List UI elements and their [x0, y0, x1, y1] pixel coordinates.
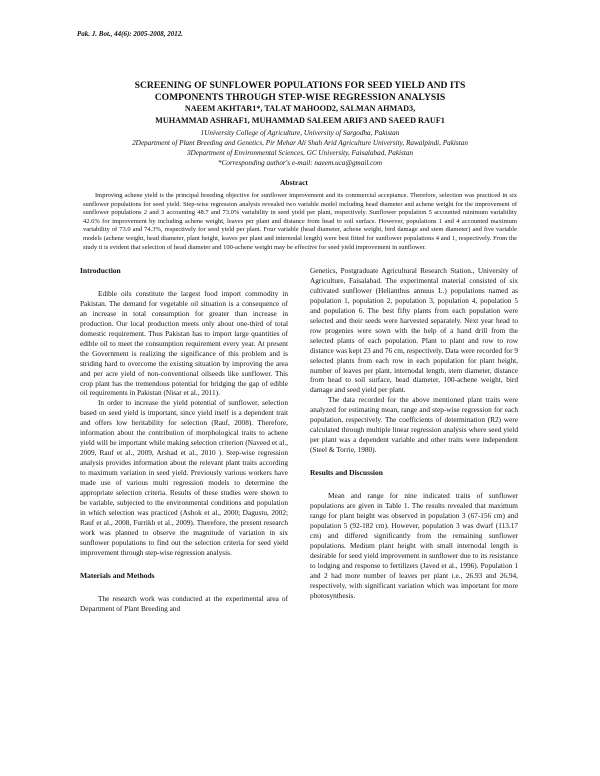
- abstract-heading: Abstract: [280, 178, 308, 187]
- left-column: [80, 266, 288, 614]
- paper-title: [90, 80, 510, 104]
- results-paragraph-1: Mean and range for nine indicated traits of sunflower populations are given in Table 1. The results revealed that maximum range for plant height was observed in population 3 (67-156 cm) and population 5 (92-182 cm). However, population 3 was dwarf (113.17 cm) and differed significantly from the remaining sunflower populations. Medium plant height with small internodal length is desirable for seed yield improvement in sunflower due to its resistance to lodging and response to fertilizers (Javed et al., 1996). Population 1 and 2 had more number of leaves per plant i.e., 26.93 and 26.94, respectively, with significant variation which was important for more photosynthesis.: [310, 491, 518, 600]
- authors-line-2: MUHAMMAD ASHRAF1, MUHAMMAD SALEEM ARIF3 AND SAEED RAUF1: [155, 116, 445, 125]
- author-list: [85, 103, 515, 127]
- corresponding-author: *Corresponding author's e-mail: naeem.uca@gmail.com: [217, 159, 383, 167]
- affiliations: [70, 128, 530, 168]
- methods-paragraph-1-start: The research work was conducted at the experimental area of Department of Plant Breeding and: [80, 593, 288, 613]
- affiliation-3: 3Department of Environmental Sciences, GC University, Faisalabad, Pakistan: [186, 149, 414, 157]
- journal-reference: Pak. J. Bot., 44(6): 2005-2008, 2012.: [77, 30, 183, 38]
- title-line-2: COMPONENTS THROUGH STEP-WISE REGRESSION ANALYSIS: [154, 92, 446, 103]
- methods-paragraph-1-cont: Genetics, Postgraduate Agricultural Research Station., University of Agriculture, Faisalabad. The experimental material consisted of six cultivated sunflower (Helianthus annuus L.) populations named as population 1, population 2, population 3, population 4, population 5 and population 6. The best fifty plants from each population were selected and their seeds were harvested separately. Next year head to row progenies were sown with the help of a hand drill from the selected plants of each population. Plant to plant and row to row distance was kept 23 and 76 cm, respectively. Data were recorded for 9 selected plants from each row in each population for plant height, number of leaves per plant, internodal length, stem diameter, distance from head to soil surface, head diameter, 100-achene weight, bird damage and seed yield per plant.: [310, 266, 518, 395]
- authors-line-1: NAEEM AKHTAR1*, TALAT MAHOOD2, SALMAN AHMAD3,: [184, 104, 416, 113]
- introduction-paragraph-1: Edible oils constitute the largest food import commodity in Pakistan. The demand for vegetable oil situation is a consequence of an increase in total consumption for greater than increase in production. Our local production meets only about one-third of total domestic requirement. Thus Pakistan has to import large quantities of edible oil to meet the consumption requirement every year. At present the Government is realizing the significance of this problem and is striding hard to overcome the existing situation by improving the area and per acre yield of non-conventional oilseeds like sunflower. This crop plant has the tremendous potential for bridging the gap of edible oil requirements in Pakistan (Nisar et al., 2011).: [80, 288, 288, 398]
- affiliation-2: 2Department of Plant Breeding and Genetics, Pir Mehar Ali Shah Arid Agriculture University, Rawalpindi, Pakistan: [132, 139, 468, 147]
- introduction-heading: Introduction: [80, 266, 121, 275]
- results-heading: Results and Discussion: [310, 468, 383, 478]
- title-line-1: SCREENING OF SUNFLOWER POPULATIONS FOR SEED YIELD AND ITS: [134, 80, 466, 91]
- methods-heading: Materials and Methods: [80, 570, 155, 580]
- right-column: [310, 266, 518, 601]
- methods-paragraph-2: The data recorded for the above mentioned plant traits were analyzed for estimating mean, range and step-wise regression for each population, respectively. The coefficients of determination (R2) were calculated through multiple linear regression analysis where seed yield per plant was a dependent variable and other traits were independent (Steel & Torrie, 1980).: [310, 395, 518, 455]
- introduction-paragraph-2: In order to increase the yield potential of sunflower, selection based on seed yield is important, since yield itself is a dependent trait and offers low heritability for selection (Rauf, 2008). Therefore, information about the contribution of morphological traits to achene yield will be important while making selection criterion (Naveed et al., 2009, Rauf et al., 2009, Arshad et al., 2010 ). Step-wise regression analysis provides information about the relevant plant traits according to maximum variation in seed yield. Previously various workers have made use of various multi regression models to determine the appropriate selection criteria. Results of these studies were shown to be variable, subjected to the environmental conditions and population in which selection was practiced (Ashok et al., 2000; Dagustu, 2002; Rauf et al., 2008, Furrikh et al., 2009). Therefore, the present research work was planned to observe the magnitude of variation in six sunflower populations to find out the selection criteria for seed yield improvement through step-wise regression analysis.: [80, 398, 288, 557]
- abstract-text: Improving achene yield is the principal breeding objective for sunflower improvement and its commercial acceptance. Therefore, selection was practiced in six sunflower populations for seed yield. Step-wise regression analysis revealed two variable model including head diameter and achene weight for the improvement of sunflower populations 2 and 3 accounting 48.7 and 73.0% variability in seed yield per plant, respectively. Sunflower population 5 accounted minimum variability 42.6% for improvement by including achene weight, leaves per plant and distance from head to soil surface. However, populations 1 and 4 accounted maximum variability of 73.0 and 74.3%, respectively for seed yield per plant. Four variable (head diameter, achene weight, bird damage and stem diameter) and five variable models (achene weight, head diameter, plant height, leaves per plant and internodal length) were best fitted for sunflower populations 4 and 1, respectively. From the study it is evident that selection of head diameter and 100-achene weight may be effective for seed yield improvement in sunflower.: [83, 192, 517, 251]
- affiliation-1: 1University College of Agriculture, University of Sargodha, Pakistan: [200, 129, 400, 137]
